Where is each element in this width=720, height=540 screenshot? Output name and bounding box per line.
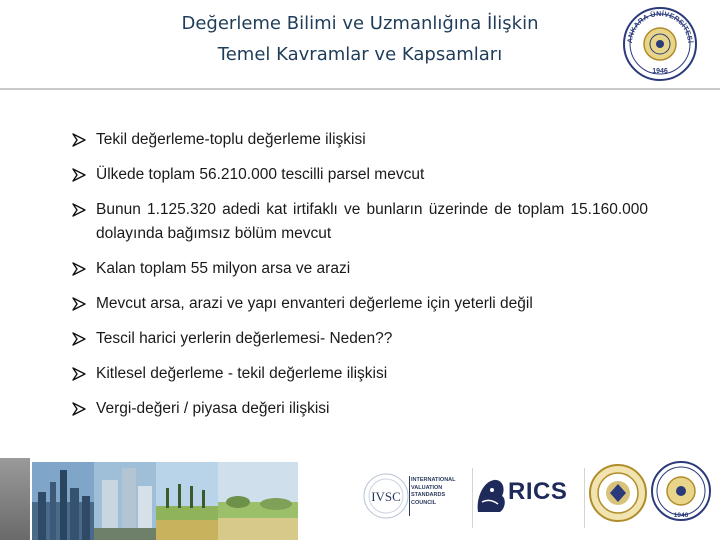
footer-divider bbox=[584, 468, 585, 528]
arrow-bullet-icon bbox=[72, 133, 86, 147]
arrow-bullet-icon bbox=[72, 367, 86, 381]
ivsc-abbr: IVSC bbox=[371, 489, 401, 504]
bullet-item bbox=[72, 292, 648, 316]
arrow-bullet-icon bbox=[72, 203, 86, 217]
field-photo bbox=[218, 462, 298, 540]
bullet-item bbox=[72, 362, 648, 386]
slide-title bbox=[110, 8, 610, 70]
arrow-bullet-icon bbox=[72, 297, 86, 311]
slide-title-line-1: Değerleme Bilimi ve Uzmanlığına İlişkin bbox=[181, 13, 539, 34]
bullet-item bbox=[72, 198, 648, 246]
bullet-text: Bunun 1.125.320 adedi kat irtifaklı ve bunların üzerinde de toplam 15.160.000 dolayında bağımsız bölüm mevcut bbox=[96, 201, 648, 242]
city-skyline-photo bbox=[32, 462, 94, 540]
highrise-photo bbox=[94, 462, 156, 540]
bullet-text: Vergi-değeri / piyasa değeri ilişkisi bbox=[96, 400, 330, 417]
faculty-emblem-icon bbox=[588, 462, 648, 524]
arrow-bullet-icon bbox=[72, 262, 86, 276]
bullet-text: Kitlesel değerleme - tekil değerleme ilişkisi bbox=[96, 365, 388, 382]
bullet-item bbox=[72, 163, 648, 187]
bullet-item bbox=[72, 397, 648, 421]
bullet-list bbox=[72, 128, 648, 432]
countryside-photo bbox=[156, 462, 218, 540]
logo-arc-text: ANKARA ÜNİVERSİTESİ bbox=[626, 10, 694, 44]
bullet-text: Tekil değerleme-toplu değerleme ilişkisi bbox=[96, 131, 366, 148]
ankara-university-logo bbox=[622, 6, 698, 82]
arrow-bullet-icon bbox=[72, 332, 86, 346]
footer-side-bar bbox=[0, 458, 30, 540]
bullet-item bbox=[72, 327, 648, 351]
bullet-text: Mevcut arsa, arazi ve yapı envanteri değerleme için yeterli değil bbox=[96, 295, 533, 312]
footer-logo-year: 1946 bbox=[673, 512, 689, 519]
slide-title-line-2: Temel Kavramlar ve Kapsamları bbox=[217, 44, 503, 65]
rics-label: RICS bbox=[508, 478, 568, 505]
bullet-text: Tescil harici yerlerin değerlemesi- Neden?? bbox=[96, 330, 393, 347]
arrow-bullet-icon bbox=[72, 402, 86, 416]
header-rule bbox=[0, 88, 720, 90]
bullet-item bbox=[72, 128, 648, 152]
bullet-text: Kalan toplam 55 milyon arsa ve arazi bbox=[96, 260, 351, 277]
logo-year: 1946 bbox=[652, 68, 668, 75]
arrow-bullet-icon bbox=[72, 168, 86, 182]
bullet-item bbox=[72, 257, 648, 281]
bullet-text: Ülkede toplam 56.210.000 tescilli parsel mevcut bbox=[96, 166, 425, 183]
ankara-university-footer-logo bbox=[650, 460, 712, 526]
ivsc-full-name: INTERNATIONAL VALUATION STANDARDS COUNCIL bbox=[411, 477, 456, 506]
